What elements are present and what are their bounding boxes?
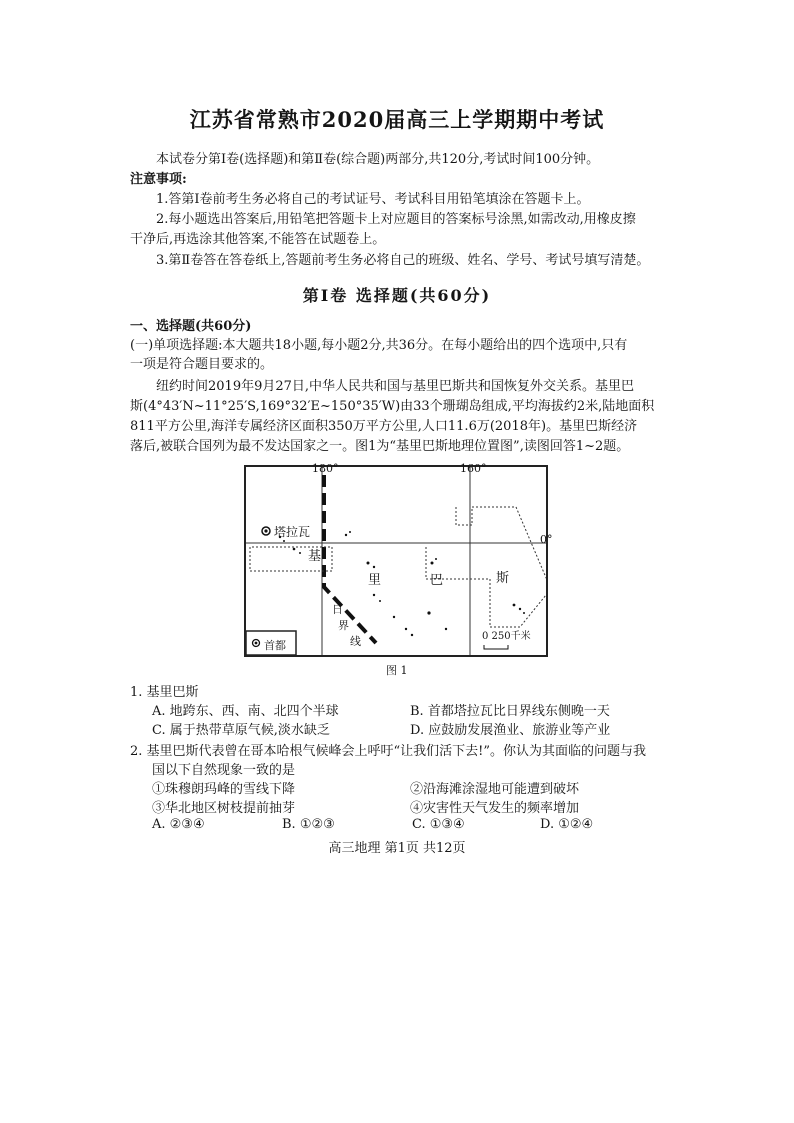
country-char-2: 里 (368, 573, 382, 588)
question-1-option-b: B. 首都塔拉瓦比日界线东侧晚一天 (410, 704, 610, 719)
question-2-option-c: C. ①③④ (412, 817, 465, 832)
dateline-char-3: 线 (350, 635, 361, 648)
section-title: 第Ⅰ卷 选择题(共60分) (302, 286, 492, 305)
equator-label: 0° (540, 533, 553, 546)
country-char-1: 基 (308, 549, 322, 564)
question-1-stem: 1. 基里巴斯 (130, 685, 199, 700)
kiribati-map (244, 462, 553, 657)
figure-label: 图 1 (386, 664, 408, 677)
notice-item-3: 3.第Ⅱ卷答在答卷纸上,答题前考生务必将自己的班级、姓名、学号、考试号填写清楚。 (156, 253, 650, 268)
passage-line-3: 811平方公里,海洋专属经济区面积350万平方公里,人口11.6万(2018年)。基里巴斯经济 (130, 419, 638, 434)
notice-item-1: 1.答第Ⅰ卷前考生务必将自己的考试证号、考试科目用铅笔填涂在答题卡上。 (156, 192, 590, 207)
question-2-option-a: A. ②③④ (152, 817, 205, 832)
scale-label: 0 250千米 (482, 631, 531, 642)
notice-heading: 注意事项: (130, 172, 187, 187)
notice-item-2a: 2.每小题选出答案后,用铅笔把答题卡上对应题目的答案标号涂黑,如需改动,用橡皮擦 (156, 212, 636, 227)
question-2-stem-a: 2. 基里巴斯代表曾在哥本哈根气候峰会上呼吁“让我们活下去!”。你认为其面临的问题与我 (130, 744, 647, 759)
notice-item-2b: 干净后,再选涂其他答案,不能答在试题卷上。 (130, 232, 386, 247)
question-2-statement-3: ③华北地区树枝提前抽芽 (152, 801, 296, 816)
question-2-stem-b: 国以下自然现象一致的是 (152, 763, 296, 778)
passage-line-1: 纽约时间2019年9月27日,中华人民共和国与基里巴斯共和国恢复外交关系。基里巴 (156, 379, 635, 394)
passage-line-4: 落后,被联合国列为最不发达国家之一。图1为“基里巴斯地理位置图”,读图回答1~2题。 (130, 439, 630, 454)
dateline-char-2: 界 (338, 619, 349, 632)
longitude-160-label: 160° (460, 462, 487, 475)
part-heading: 一、选择题(共60分) (130, 319, 252, 334)
legend-label: 首都 (264, 639, 286, 652)
sub-instructions-b: 一项是符合题目要求的。 (130, 357, 274, 372)
question-1-option-a: A. 地跨东、西、南、北四个半球 (152, 704, 339, 719)
country-char-4: 斯 (496, 571, 510, 586)
capital-label: 塔拉瓦 (274, 525, 311, 539)
question-1-option-d: D. 应鼓励发展渔业、旅游业等产业 (410, 723, 611, 738)
dateline-char-1: 日 (332, 603, 343, 616)
passage-line-2: 斯(4°43′N~11°25′S,169°32′E~150°35′W)由33个珊瑚岛组成,平均海拔约2米,陆地面积 (130, 399, 655, 414)
question-2-option-d: D. ①②④ (540, 817, 594, 832)
page-footer: 高三地理 第1页 共12页 (328, 841, 466, 856)
exam-info: 本试卷分第Ⅰ卷(选择题)和第Ⅱ卷(综合题)两部分,共120分,考试时间100分钟。 (156, 152, 600, 167)
question-2-option-b: B. ①②③ (282, 817, 335, 832)
question-1-option-c: C. 属于热带草原气候,淡水缺乏 (152, 723, 330, 738)
question-2-statement-4: ④灾害性天气发生的频率增加 (410, 801, 580, 816)
question-2-statement-1: ①珠穆朗玛峰的雪线下降 (152, 782, 296, 797)
page-title: 江苏省常熟市2020届高三上学期期中考试 (189, 107, 605, 132)
question-2-statement-2: ②沿海滩涂湿地可能遭到破坏 (410, 782, 580, 797)
sub-instructions-a: (一)单项选择题:本大题共18小题,每小题2分,共36分。在每小题给出的四个选项中,只有 (130, 338, 628, 353)
longitude-180-label: 180° (312, 462, 339, 475)
country-char-3: 巴 (430, 573, 444, 588)
